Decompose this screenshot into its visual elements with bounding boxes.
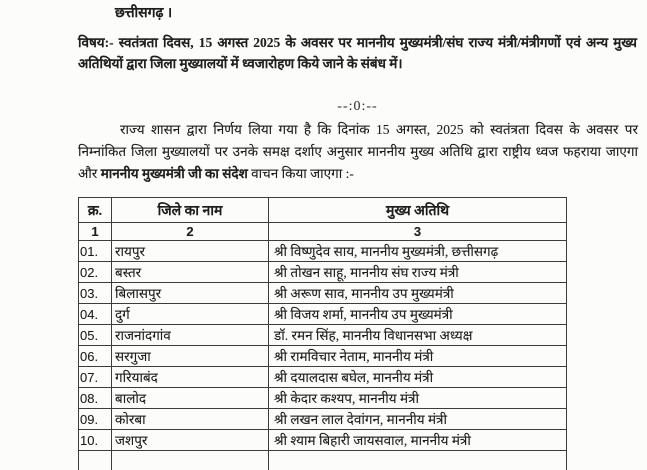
serial-cell: 09. (79, 409, 112, 430)
header-chief-guest: मुख्य अतिथि (269, 198, 567, 223)
district-guest-table (78, 197, 567, 470)
table-row (79, 325, 567, 346)
body-text-bold: माननीय मुख्यमंत्री जी का संदेश (100, 166, 248, 181)
subject-paragraph (78, 33, 637, 74)
subject-text: स्वतंत्रता दिवस, 15 अगस्त 2025 के अवसर पर माननीय मुख्यमंत्री/संघ राज्य मंत्री/मंत्रीगणों एवं अन्य मुख्य अतिथियों द्वारा जिला मुख्यालयों में ध्वजारोहण किये जाने के संबंध में। (78, 35, 637, 71)
serial-cell: 10. (79, 430, 112, 451)
empty-cell (269, 451, 567, 470)
table-row (79, 304, 567, 325)
column-number-row (79, 223, 567, 241)
chief-guest-cell: श्री विष्णुदेव साय, माननीय मुख्यमंत्री, छत्तीसगढ़ (269, 241, 567, 262)
district-cell: जशपुर (112, 430, 269, 451)
serial-cell: 04. (79, 304, 112, 325)
column-number-3: 3 (269, 223, 567, 241)
empty-cell (112, 451, 269, 470)
serial-cell: 02. (79, 262, 112, 283)
chief-guest-cell: श्री लखन लाल देवांगन, माननीय मंत्री (269, 409, 567, 430)
district-cell: बालोद (112, 388, 269, 409)
serial-cell: 03. (79, 283, 112, 304)
district-cell: कोरबा (112, 409, 269, 430)
table-row-partial (79, 451, 567, 470)
header-serial: क्र. (79, 198, 112, 223)
district-cell: गरियाबंद (112, 367, 269, 388)
serial-cell: 05. (79, 325, 112, 346)
district-cell: रायपुर (112, 241, 269, 262)
table-row (79, 262, 567, 283)
body-text-end: वाचन किया जाएगा :- (247, 166, 354, 181)
district-table-body (79, 241, 567, 470)
table-row (79, 388, 567, 409)
district-cell: बिलासपुर (112, 283, 269, 304)
top-continuation-line: छत्तीसगढ़ । (115, 6, 173, 21)
subject-label: विषय:- (78, 35, 114, 50)
table-row (79, 283, 567, 304)
header-district: जिले का नाम (112, 198, 269, 223)
chief-guest-cell: श्री श्याम बिहारी जायसवाल, माननीय मंत्री (269, 430, 567, 451)
serial-cell: 06. (79, 346, 112, 367)
table-row (79, 346, 567, 367)
chief-guest-cell: श्री दयालदास बघेल, माननीय मंत्री (269, 367, 567, 388)
chief-guest-cell: डॉ. रमन सिंह, माननीय विधानसभा अध्यक्ष (269, 325, 567, 346)
section-separator: --:0:-- (337, 99, 378, 114)
empty-cell (79, 451, 112, 470)
table-row (79, 430, 567, 451)
chief-guest-cell: श्री केदार कश्यप, माननीय मंत्री (269, 388, 567, 409)
column-number-1: 1 (79, 223, 112, 241)
district-cell: राजनांदगांव (112, 325, 269, 346)
chief-guest-cell: श्री रामविचार नेताम, माननीय मंत्री (269, 346, 567, 367)
table-row (79, 409, 567, 430)
chief-guest-cell: श्री अरूण साव, माननीय उप मुख्यमंत्री (269, 283, 567, 304)
district-cell: बस्तर (112, 262, 269, 283)
body-paragraph (78, 119, 638, 185)
serial-cell: 01. (79, 241, 112, 262)
chief-guest-cell: श्री विजय शर्मा, माननीय उप मुख्यमंत्री (269, 304, 567, 325)
body-text-start: राज्य शासन द्वारा निर्णय लिया गया है कि दिनांक 15 अगस्त, 2025 को स्वतंत्रता दिवस के अवसर पर निम्नांकित जिला मुख्यालयों पर उनके समक्ष दर्शाए अनुसार माननीय मुख्य अतिथि द्वारा राष्ट्रीय ध्वज फहराया जाएगा और (78, 122, 638, 181)
district-cell: सरगुजा (112, 346, 269, 367)
district-cell: दुर्ग (112, 304, 269, 325)
serial-cell: 08. (79, 388, 112, 409)
table-row (79, 367, 567, 388)
chief-guest-cell: श्री तोखन साहू, माननीय संघ राज्य मंत्री (269, 262, 567, 283)
serial-cell: 07. (79, 367, 112, 388)
table-row (79, 241, 567, 262)
table-header-row (79, 198, 567, 223)
column-number-2: 2 (112, 223, 269, 241)
